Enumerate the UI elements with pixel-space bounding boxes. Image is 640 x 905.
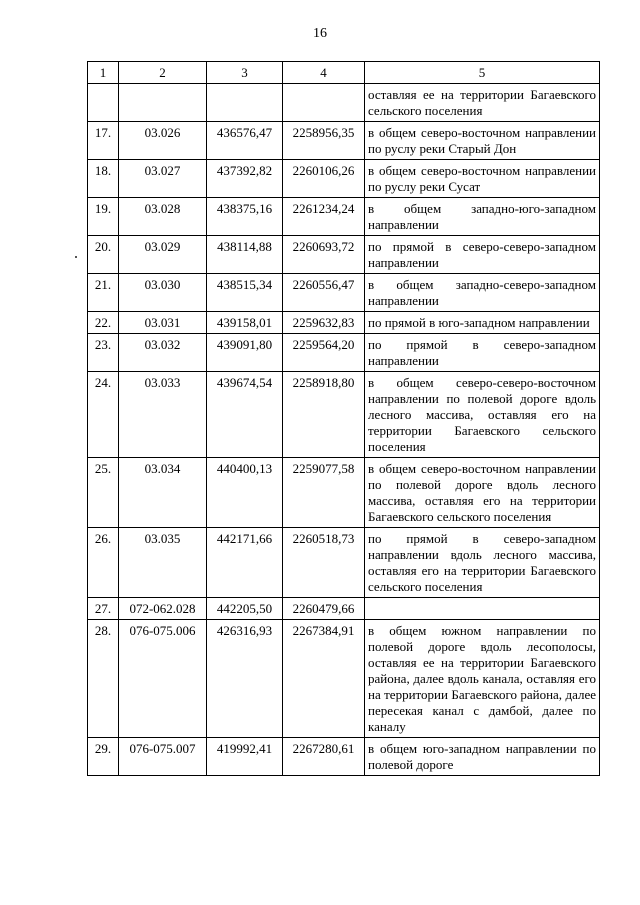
scan-speck: [75, 256, 77, 258]
y-coordinate-cell: 2258956,35: [283, 122, 365, 160]
x-coordinate-cell: 440400,13: [207, 458, 283, 528]
table-row: [88, 620, 600, 738]
x-coordinate-cell: 439158,01: [207, 312, 283, 334]
point-code-cell: 03.034: [119, 458, 207, 528]
table-row: [88, 528, 600, 598]
header-cell: 2: [119, 62, 207, 84]
y-coordinate-cell: 2260556,47: [283, 274, 365, 312]
y-coordinate-cell: 2260106,26: [283, 160, 365, 198]
row-number-cell: 21.: [88, 274, 119, 312]
row-number-cell: 22.: [88, 312, 119, 334]
y-coordinate-cell: 2260518,73: [283, 528, 365, 598]
row-number-cell: [88, 84, 119, 122]
y-coordinate-cell: 2260693,72: [283, 236, 365, 274]
x-coordinate-cell: 438114,88: [207, 236, 283, 274]
y-coordinate-cell: 2267280,61: [283, 738, 365, 776]
x-coordinate-cell: [207, 84, 283, 122]
description-cell: в общем южном направлении по полевой дороге вдоль лесополосы, оставляя ее на территории Багаевского района, далее вдоль канала, оставляя его на территории Багаевского района, далее пересекая канал с дамбой, далее по каналу: [365, 620, 600, 738]
point-code-cell: 03.030: [119, 274, 207, 312]
table-row: [88, 198, 600, 236]
table-row: [88, 598, 600, 620]
point-code-cell: 03.032: [119, 334, 207, 372]
x-coordinate-cell: 426316,93: [207, 620, 283, 738]
description-cell: по прямой в северо-северо-западном направлении: [365, 236, 600, 274]
point-code-cell: 076-075.006: [119, 620, 207, 738]
point-code-cell: 03.027: [119, 160, 207, 198]
table-row: [88, 334, 600, 372]
table-row: [88, 458, 600, 528]
description-cell: по прямой в юго-западном направлении: [365, 312, 600, 334]
y-coordinate-cell: 2261234,24: [283, 198, 365, 236]
point-code-cell: 03.033: [119, 372, 207, 458]
description-cell: [365, 598, 600, 620]
x-coordinate-cell: 438515,34: [207, 274, 283, 312]
x-coordinate-cell: 439091,80: [207, 334, 283, 372]
x-coordinate-cell: 442171,66: [207, 528, 283, 598]
x-coordinate-cell: 438375,16: [207, 198, 283, 236]
point-code-cell: 03.028: [119, 198, 207, 236]
row-number-cell: 29.: [88, 738, 119, 776]
description-cell: по прямой в северо-западном направлении вдоль лесного массива, оставляя его на территории Багаевского сельского поселения: [365, 528, 600, 598]
y-coordinate-cell: 2259564,20: [283, 334, 365, 372]
y-coordinate-cell: 2258918,80: [283, 372, 365, 458]
description-cell: в общем северо-восточном направлении по полевой дороге вдоль лесного массива, оставляя его на территории Багаевского сельского поселения: [365, 458, 600, 528]
row-number-cell: 27.: [88, 598, 119, 620]
table-row: [88, 122, 600, 160]
header-cell: 5: [365, 62, 600, 84]
row-number-cell: 26.: [88, 528, 119, 598]
row-number-cell: 28.: [88, 620, 119, 738]
boundary-points-table: [87, 61, 600, 776]
x-coordinate-cell: 439674,54: [207, 372, 283, 458]
x-coordinate-cell: 442205,50: [207, 598, 283, 620]
description-cell: по прямой в северо-западном направлении: [365, 334, 600, 372]
row-number-cell: 24.: [88, 372, 119, 458]
x-coordinate-cell: 437392,82: [207, 160, 283, 198]
point-code-cell: 03.029: [119, 236, 207, 274]
point-code-cell: 072-062.028: [119, 598, 207, 620]
table-row: [88, 84, 600, 122]
description-cell: в общем западно-северо-западном направлении: [365, 274, 600, 312]
description-cell: в общем юго-западном направлении по полевой дороге: [365, 738, 600, 776]
header-cell: 3: [207, 62, 283, 84]
table-header-row: [88, 62, 600, 84]
point-code-cell: 03.035: [119, 528, 207, 598]
y-coordinate-cell: [283, 84, 365, 122]
header-cell: 4: [283, 62, 365, 84]
point-code-cell: 076-075.007: [119, 738, 207, 776]
description-cell: в общем северо-северо-восточном направлении по полевой дороге вдоль лесного массива, оставляя его на территории Багаевского сельского поселения: [365, 372, 600, 458]
table-row: [88, 236, 600, 274]
table-row: [88, 312, 600, 334]
y-coordinate-cell: 2260479,66: [283, 598, 365, 620]
row-number-cell: 25.: [88, 458, 119, 528]
table-row: [88, 160, 600, 198]
header-cell: 1: [88, 62, 119, 84]
x-coordinate-cell: 436576,47: [207, 122, 283, 160]
description-cell: оставляя ее на территории Багаевского сельского поселения: [365, 84, 600, 122]
row-number-cell: 20.: [88, 236, 119, 274]
description-cell: в общем западно-юго-западном направлении: [365, 198, 600, 236]
row-number-cell: 23.: [88, 334, 119, 372]
y-coordinate-cell: 2259632,83: [283, 312, 365, 334]
point-code-cell: [119, 84, 207, 122]
table-row: [88, 738, 600, 776]
point-code-cell: 03.031: [119, 312, 207, 334]
x-coordinate-cell: 419992,41: [207, 738, 283, 776]
table-row: [88, 372, 600, 458]
row-number-cell: 17.: [88, 122, 119, 160]
y-coordinate-cell: 2259077,58: [283, 458, 365, 528]
table-row: [88, 274, 600, 312]
row-number-cell: 18.: [88, 160, 119, 198]
description-cell: в общем северо-восточном направлении по руслу реки Старый Дон: [365, 122, 600, 160]
point-code-cell: 03.026: [119, 122, 207, 160]
page-number: 16: [313, 26, 327, 41]
description-cell: в общем северо-восточном направлении по руслу реки Сусат: [365, 160, 600, 198]
y-coordinate-cell: 2267384,91: [283, 620, 365, 738]
row-number-cell: 19.: [88, 198, 119, 236]
